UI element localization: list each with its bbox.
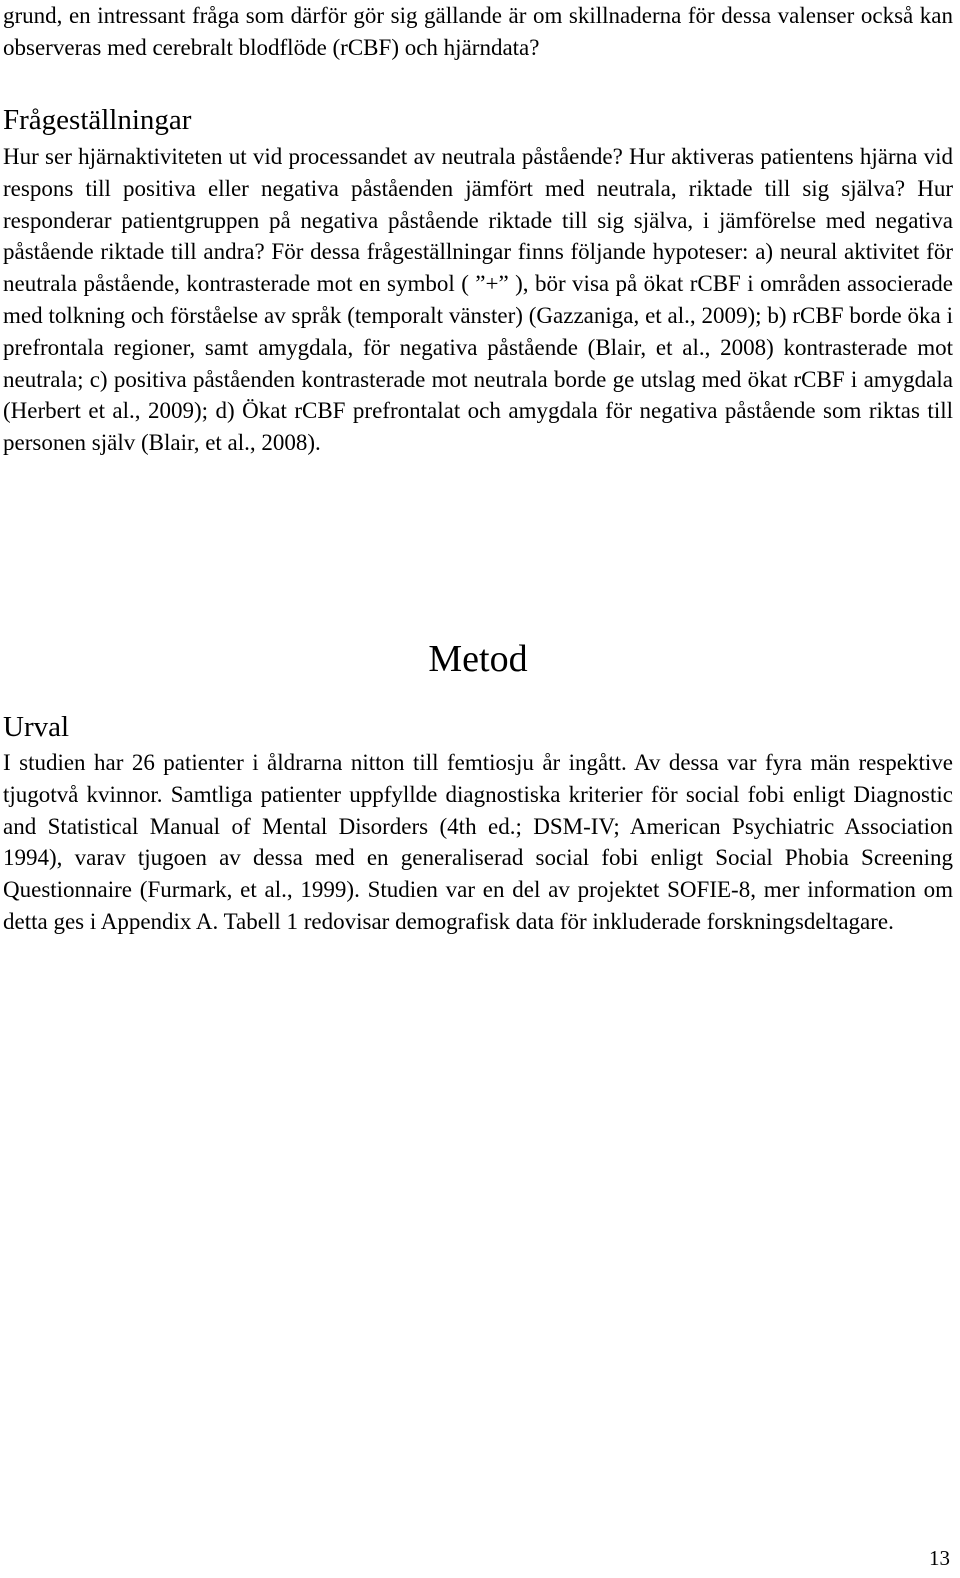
page-number: 13 bbox=[929, 1546, 950, 1570]
paragraph-urval: I studien har 26 patienter i åldrarna nitton till femtiosju år ingått. Av dessa var fyra män respektive tjugotvå kvinnor. Samtliga patienter uppfyllde diagnostiska kriterier för social fobi enligt Diagnostic and Statistical Manual of Mental Disorders (4th ed.; DSM-IV; American Psychiatric Association 1994), varav tjugoen av dessa med en generaliserad social fobi enligt Social Phobia Screening Questionnaire (Furmark, et al., 1999). Studien var en del av projektet SOFIE-8, mer information om detta ges i Appendix A. Tabell 1 redovisar demografisk data för inkluderade forskningsdeltagare. bbox=[3, 750, 953, 934]
paragraph-fragestallningar: Hur ser hjärnaktiviteten ut vid processandet av neutrala påstående? Hur aktiveras patientens hjärna vid respons till positiva eller negativa påståenden jämfört med neutrala, riktade till sig själva? Hur responderar patientgruppen på negativa påstående riktade till sig själva, i jämförelse med negativa påstående riktade till andra? För dessa frågeställningar finns följande hypoteser: a) neural aktivitet för neutrala påstående, kontrasterade mot en symbol ( ”+” ), bör visa på ökat rCBF i områden associerade med tolkning och förståelse av språk (temporalt vänster) (Gazzaniga, et al., 2009); b) rCBF borde öka i prefrontala regioner, samt amygdala, för negativa påstående (Blair, et al., 2008) kontrasterade mot neutrala; c) positiva påståenden kontrasterade mot neutrala borde ge utslag med ökat rCBF i amygdala (Herbert et al., 2009); d) Ökat rCBF prefrontalat och amygdala för negativa påstående som riktas till personen själv (Blair, et al., 2008). bbox=[3, 144, 953, 456]
chapter-title: Metod bbox=[428, 638, 528, 680]
section-heading-urval: Urval bbox=[3, 711, 70, 743]
section-heading-fragestallningar: Frågeställningar bbox=[3, 104, 192, 136]
intro-paragraph: grund, en intressant fråga som därför gör sig gällande är om skillnaderna för dessa valenser också kan observeras med cerebralt blodflöde (rCBF) och hjärndata? bbox=[3, 3, 953, 60]
